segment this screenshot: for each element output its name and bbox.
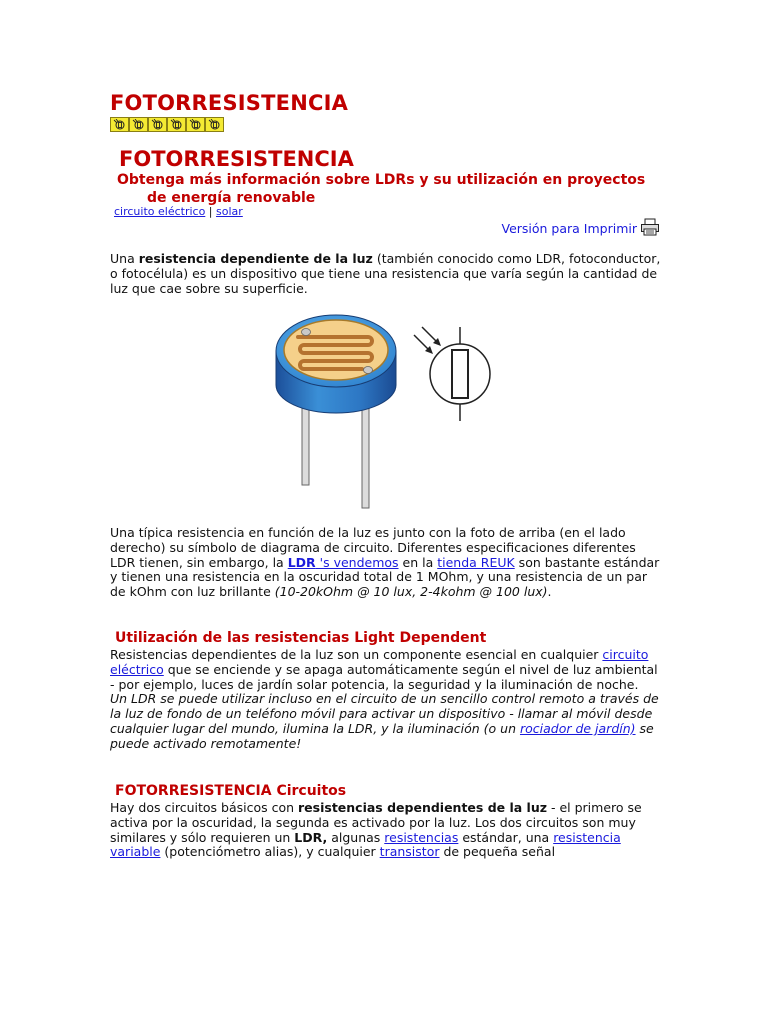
spec-paragraph bbox=[110, 526, 662, 600]
ldr-symbol-icon bbox=[167, 117, 186, 132]
text: (potenciómetro alias), y cualquier bbox=[160, 844, 380, 860]
text: (también conocido como LDR, fotoconductor, o fotocélula) es un dispositivo que tiene una resistencia que varía según la cantidad de luz que cae sobre su superficie. bbox=[110, 251, 661, 296]
subtitle-line-2: de energía renovable bbox=[147, 190, 316, 206]
page-subtitle bbox=[117, 171, 677, 207]
page-title: FOTORRESISTENCIA bbox=[119, 147, 354, 171]
variable-resistor-link[interactable]: resistencia variable bbox=[110, 829, 621, 860]
circuits-paragraph bbox=[110, 801, 662, 860]
ldr-symbol-icon bbox=[129, 117, 148, 132]
rating-bar bbox=[110, 117, 224, 132]
print-version-link[interactable] bbox=[501, 218, 660, 239]
text: Hay dos circuitos básicos con bbox=[110, 800, 299, 815]
category-links bbox=[114, 205, 243, 218]
section-heading-circuits: FOTORRESISTENCIA Circuitos bbox=[115, 783, 347, 799]
category-separator: | bbox=[205, 205, 217, 218]
subtitle-line-1: Obtenga más información sobre LDRs y su utilización en proyectos bbox=[117, 172, 646, 188]
ldr-symbol-icon bbox=[110, 117, 129, 132]
bold-term: LDR, bbox=[294, 829, 328, 845]
bold-term: resistencias dependientes de la luz bbox=[298, 800, 548, 815]
text: algunas bbox=[327, 829, 385, 845]
text: que se enciende y se apaga automáticamente según el nivel de luz ambiental - por ejemplo, luces de jardín solar potencia, la seguridad y la iluminación de noche. bbox=[110, 661, 658, 692]
text: en la bbox=[398, 554, 438, 570]
sell-link[interactable]: 's vendemos bbox=[315, 554, 399, 570]
text: - el primero se activa por la oscuridad, la segunda es activado por la luz. Los dos circuitos son muy similares y sólo requieren un bbox=[110, 800, 642, 845]
category-link-solar[interactable]: solar bbox=[216, 205, 243, 218]
section-heading-uses: Utilización de las resistencias Light Dependent bbox=[115, 630, 487, 646]
uses-paragraph bbox=[110, 648, 662, 752]
ldr-symbol-icon bbox=[186, 117, 205, 132]
printer-icon[interactable] bbox=[640, 218, 660, 239]
transistor-link[interactable]: transistor bbox=[379, 844, 440, 860]
italic-text: (10-20kOhm @ 10 lux, 2-4kohm @ 100 lux) bbox=[274, 584, 548, 600]
intro-paragraph bbox=[110, 252, 662, 296]
sprinkler-link[interactable]: rociador de jardín) bbox=[519, 720, 636, 736]
text: de pequeña señal bbox=[439, 844, 556, 860]
print-label[interactable]: Versión para Imprimir bbox=[501, 221, 637, 236]
text: son bastante estándar y tienen una resistencia en la oscuridad total de 1 MOhm, y una resistencia de un par de kOhm con luz brillante bbox=[110, 554, 660, 600]
shop-link[interactable]: tienda REUK bbox=[437, 554, 515, 570]
ldr-symbol-icon bbox=[205, 117, 224, 132]
text: Resistencias dependientes de la luz son un componente esencial en cualquier bbox=[110, 647, 603, 662]
ldr-symbol-icon bbox=[148, 117, 167, 132]
text: Una bbox=[110, 251, 139, 266]
circuit-link[interactable]: circuito eléctrico bbox=[110, 647, 649, 677]
ldr-link[interactable]: LDR bbox=[287, 554, 316, 570]
site-title: FOTORRESISTENCIA bbox=[110, 91, 349, 115]
category-link-circuit[interactable]: circuito eléctrico bbox=[114, 205, 206, 218]
italic-text: Un LDR se puede utilizar incluso en el circuito de un sencillo control remoto a través de la luz de fondo de un teléfono móvil para activar un dispositivo - llamar al móvil desde cualquier lugar del mundo, ilumina la LDR, y la iluminación (o un bbox=[110, 691, 659, 736]
text: estándar, una bbox=[458, 829, 554, 845]
bold-term: resistencia dependiente de la luz bbox=[138, 251, 373, 266]
ldr-illustration bbox=[272, 305, 496, 515]
italic-text: se puede activado remotamente! bbox=[110, 720, 654, 751]
text: . bbox=[547, 584, 552, 600]
text: Una típica resistencia en función de la luz es junto con la foto de arriba (en el lado derecho) su símbolo de diagrama de circuito. Diferentes especificaciones diferentes LDR tienen, sin embargo, la bbox=[110, 525, 636, 570]
resistors-link[interactable]: resistencias bbox=[384, 829, 459, 845]
